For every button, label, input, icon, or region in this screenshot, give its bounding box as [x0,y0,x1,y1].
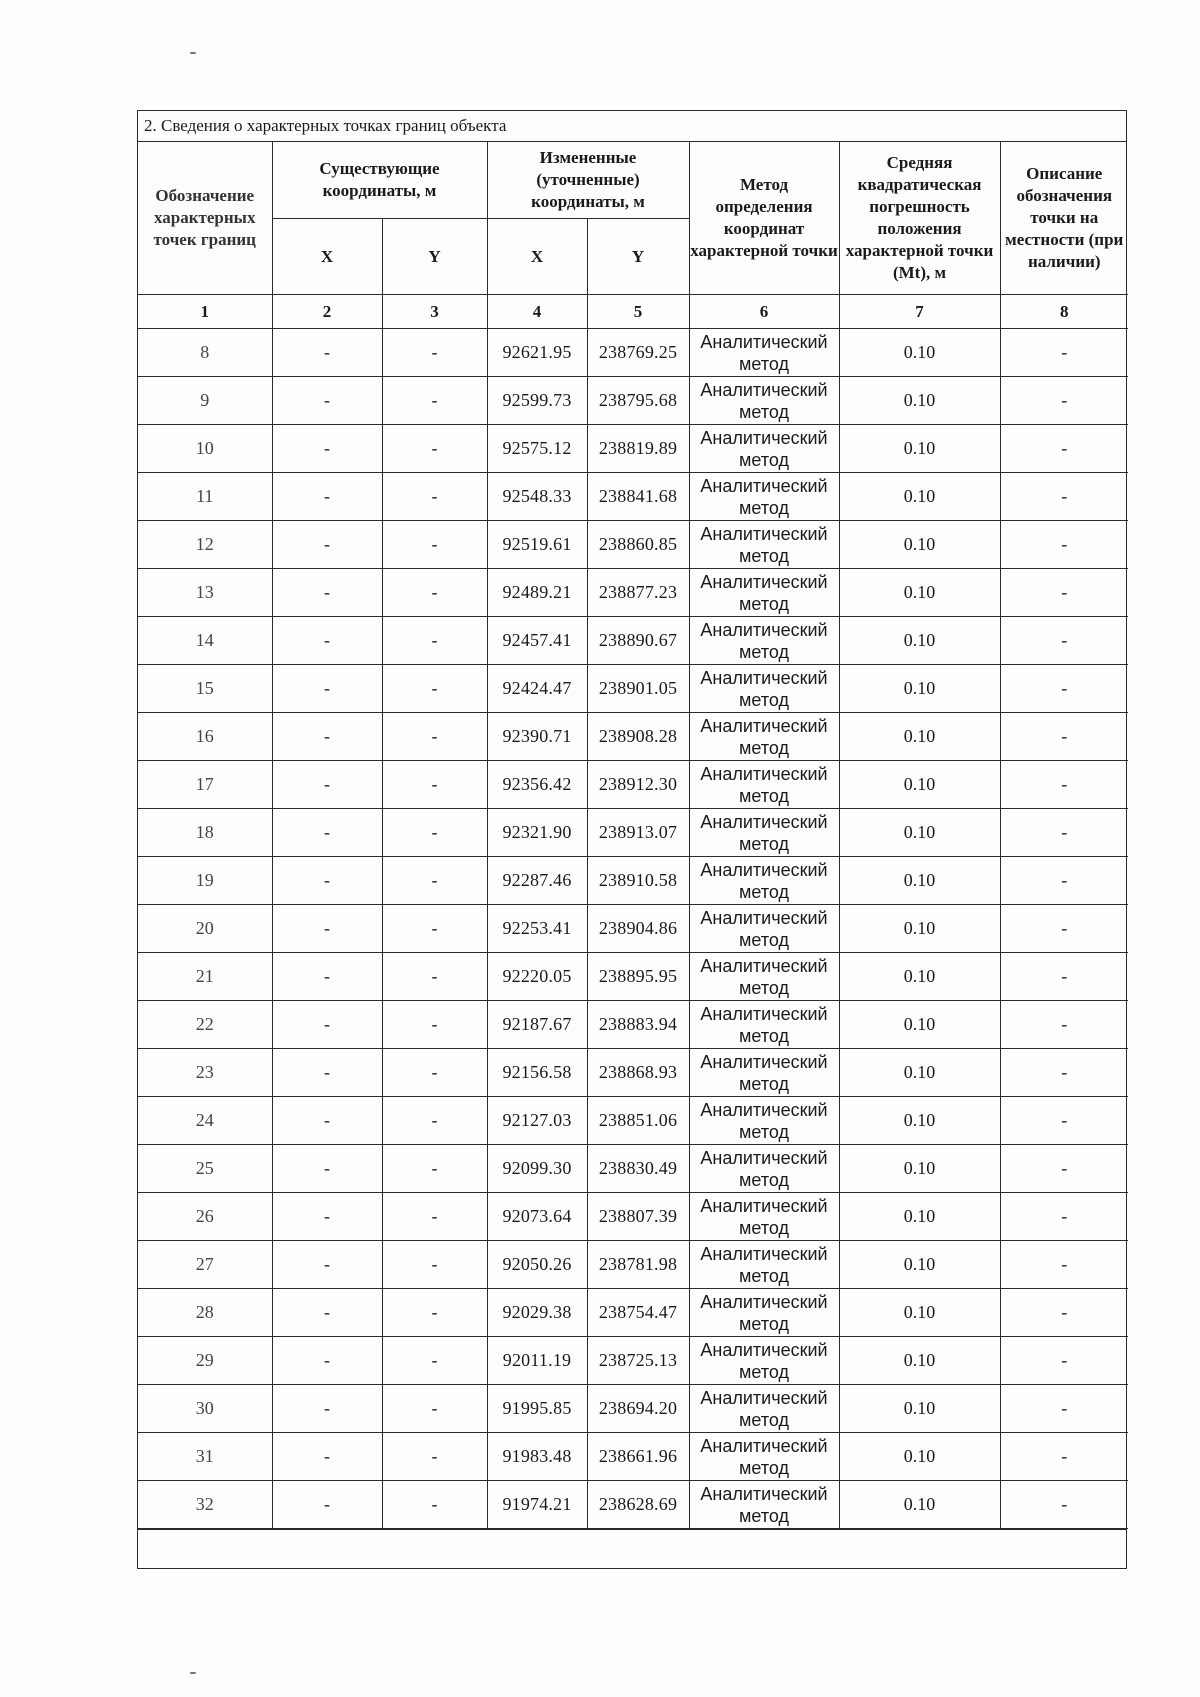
existing-y-cell: - [382,665,487,713]
existing-x-cell: - [272,617,382,665]
table-row [138,425,1128,473]
header-existing-x: X [272,219,382,295]
method-cell: Аналитический метод [689,329,839,377]
description-cell: - [1000,1193,1128,1241]
description-cell: - [1000,329,1128,377]
existing-y-cell: - [382,1049,487,1097]
mean-error-cell: 0.10 [839,473,1000,521]
description-cell: - [1000,953,1128,1001]
existing-y-cell: - [382,425,487,473]
changed-y-cell: 238904.86 [587,905,689,953]
changed-y-cell: 238890.67 [587,617,689,665]
mean-error-cell: 0.10 [839,1337,1000,1385]
existing-y-cell: - [382,1385,487,1433]
header-existing-coords: Существующие координаты, м [272,142,487,219]
existing-x-cell: - [272,857,382,905]
table-row [138,953,1128,1001]
description-cell: - [1000,1289,1128,1337]
section-title: 2. Сведения о характерных точках границ объекта [138,111,1126,142]
table-row [138,809,1128,857]
mean-error-cell: 0.10 [839,761,1000,809]
changed-y-cell: 238912.30 [587,761,689,809]
existing-y-cell: - [382,953,487,1001]
column-number: 5 [587,295,689,329]
table-row [138,1337,1128,1385]
method-cell: Аналитический метод [689,953,839,1001]
description-cell: - [1000,617,1128,665]
existing-x-cell: - [272,1433,382,1481]
existing-x-cell: - [272,473,382,521]
existing-x-cell: - [272,521,382,569]
description-cell: - [1000,473,1128,521]
method-cell: Аналитический метод [689,1481,839,1529]
changed-x-cell: 92220.05 [487,953,587,1001]
point-number-cell: 30 [138,1385,272,1433]
existing-x-cell: - [272,329,382,377]
changed-x-cell: 91995.85 [487,1385,587,1433]
description-cell: - [1000,905,1128,953]
description-cell: - [1000,1001,1128,1049]
changed-y-cell: 238694.20 [587,1385,689,1433]
table-row [138,473,1128,521]
existing-y-cell: - [382,857,487,905]
table-footer-strip [138,1529,1126,1568]
existing-y-cell: - [382,1289,487,1337]
changed-x-cell: 92621.95 [487,329,587,377]
existing-x-cell: - [272,425,382,473]
scan-speck-bottom [190,1672,196,1674]
column-number: 6 [689,295,839,329]
points-table-body [138,329,1128,1529]
mean-error-cell: 0.10 [839,1097,1000,1145]
table-row [138,1193,1128,1241]
existing-x-cell: - [272,1193,382,1241]
changed-x-cell: 92390.71 [487,713,587,761]
description-cell: - [1000,1385,1128,1433]
method-cell: Аналитический метод [689,1289,839,1337]
table-row [138,521,1128,569]
table-row [138,1481,1128,1529]
description-cell: - [1000,809,1128,857]
changed-x-cell: 92599.73 [487,377,587,425]
changed-x-cell: 92011.19 [487,1337,587,1385]
changed-x-cell: 91974.21 [487,1481,587,1529]
changed-y-cell: 238860.85 [587,521,689,569]
existing-y-cell: - [382,1145,487,1193]
table-row [138,857,1128,905]
table-row [138,569,1128,617]
table-row [138,617,1128,665]
point-number-cell: 29 [138,1337,272,1385]
existing-x-cell: - [272,1289,382,1337]
changed-y-cell: 238877.23 [587,569,689,617]
changed-x-cell: 92187.67 [487,1001,587,1049]
mean-error-cell: 0.10 [839,905,1000,953]
description-cell: - [1000,425,1128,473]
existing-x-cell: - [272,953,382,1001]
existing-x-cell: - [272,665,382,713]
existing-y-cell: - [382,329,487,377]
changed-x-cell: 91983.48 [487,1433,587,1481]
table-row [138,1049,1128,1097]
table-row [138,1385,1128,1433]
existing-y-cell: - [382,713,487,761]
description-cell: - [1000,761,1128,809]
point-number-cell: 24 [138,1097,272,1145]
existing-x-cell: - [272,809,382,857]
changed-x-cell: 92321.90 [487,809,587,857]
mean-error-cell: 0.10 [839,1049,1000,1097]
table-row [138,905,1128,953]
description-cell: - [1000,713,1128,761]
table-row [138,1241,1128,1289]
point-number-cell: 9 [138,377,272,425]
mean-error-cell: 0.10 [839,377,1000,425]
column-number: 1 [138,295,272,329]
point-number-cell: 18 [138,809,272,857]
table-row [138,761,1128,809]
existing-x-cell: - [272,1001,382,1049]
method-cell: Аналитический метод [689,809,839,857]
table-row [138,1145,1128,1193]
table-row [138,1097,1128,1145]
changed-y-cell: 238910.58 [587,857,689,905]
column-number: 3 [382,295,487,329]
changed-x-cell: 92424.47 [487,665,587,713]
changed-y-cell: 238661.96 [587,1433,689,1481]
changed-x-cell: 92127.03 [487,1097,587,1145]
method-cell: Аналитический метод [689,617,839,665]
header-row-top [138,142,1128,219]
scan-speck-top [190,52,196,54]
changed-y-cell: 238883.94 [587,1001,689,1049]
existing-y-cell: - [382,617,487,665]
header-description: Описание обозначения точки на местности (при наличии) [1000,142,1128,295]
description-cell: - [1000,1337,1128,1385]
mean-error-cell: 0.10 [839,329,1000,377]
point-number-cell: 15 [138,665,272,713]
existing-y-cell: - [382,377,487,425]
method-cell: Аналитический метод [689,1433,839,1481]
table-row [138,1001,1128,1049]
existing-y-cell: - [382,473,487,521]
existing-y-cell: - [382,1433,487,1481]
changed-y-cell: 238908.28 [587,713,689,761]
method-cell: Аналитический метод [689,1097,839,1145]
changed-y-cell: 238841.68 [587,473,689,521]
existing-y-cell: - [382,1337,487,1385]
changed-y-cell: 238901.05 [587,665,689,713]
coordinates-table-frame [137,110,1127,1569]
existing-x-cell: - [272,1145,382,1193]
column-number: 4 [487,295,587,329]
mean-error-cell: 0.10 [839,665,1000,713]
point-number-cell: 12 [138,521,272,569]
point-number-cell: 32 [138,1481,272,1529]
changed-y-cell: 238807.39 [587,1193,689,1241]
changed-x-cell: 92356.42 [487,761,587,809]
method-cell: Аналитический метод [689,1193,839,1241]
changed-y-cell: 238725.13 [587,1337,689,1385]
header-changed-coords: Измененные (уточненные) координаты, м [487,142,689,219]
changed-x-cell: 92575.12 [487,425,587,473]
existing-y-cell: - [382,809,487,857]
changed-x-cell: 92287.46 [487,857,587,905]
mean-error-cell: 0.10 [839,1433,1000,1481]
header-existing-y: Y [382,219,487,295]
header-method: Метод определения координат характерной точки [689,142,839,295]
changed-y-cell: 238868.93 [587,1049,689,1097]
existing-y-cell: - [382,521,487,569]
table-row [138,713,1128,761]
mean-error-cell: 0.10 [839,713,1000,761]
point-number-cell: 14 [138,617,272,665]
changed-y-cell: 238754.47 [587,1289,689,1337]
point-number-cell: 25 [138,1145,272,1193]
method-cell: Аналитический метод [689,1145,839,1193]
existing-x-cell: - [272,1097,382,1145]
changed-y-cell: 238769.25 [587,329,689,377]
existing-y-cell: - [382,905,487,953]
point-number-cell: 10 [138,425,272,473]
description-cell: - [1000,521,1128,569]
mean-error-cell: 0.10 [839,569,1000,617]
existing-x-cell: - [272,1385,382,1433]
changed-y-cell: 238628.69 [587,1481,689,1529]
header-mean-error: Средняя квадратическая погрешность положения характерной точки (Mt), м [839,142,1000,295]
point-number-cell: 11 [138,473,272,521]
description-cell: - [1000,1049,1128,1097]
mean-error-cell: 0.10 [839,1145,1000,1193]
header-changed-y: Y [587,219,689,295]
mean-error-cell: 0.10 [839,1241,1000,1289]
changed-y-cell: 238830.49 [587,1145,689,1193]
existing-y-cell: - [382,1193,487,1241]
description-cell: - [1000,1097,1128,1145]
mean-error-cell: 0.10 [839,809,1000,857]
method-cell: Аналитический метод [689,713,839,761]
changed-x-cell: 92156.58 [487,1049,587,1097]
changed-y-cell: 238851.06 [587,1097,689,1145]
point-number-cell: 21 [138,953,272,1001]
existing-x-cell: - [272,905,382,953]
changed-x-cell: 92457.41 [487,617,587,665]
point-number-cell: 16 [138,713,272,761]
method-cell: Аналитический метод [689,665,839,713]
mean-error-cell: 0.10 [839,1289,1000,1337]
method-cell: Аналитический метод [689,473,839,521]
mean-error-cell: 0.10 [839,857,1000,905]
method-cell: Аналитический метод [689,569,839,617]
column-number: 7 [839,295,1000,329]
point-number-cell: 20 [138,905,272,953]
point-number-cell: 28 [138,1289,272,1337]
changed-x-cell: 92548.33 [487,473,587,521]
table-row [138,665,1128,713]
method-cell: Аналитический метод [689,1385,839,1433]
existing-x-cell: - [272,1241,382,1289]
changed-y-cell: 238913.07 [587,809,689,857]
description-cell: - [1000,1433,1128,1481]
changed-x-cell: 92099.30 [487,1145,587,1193]
point-number-cell: 19 [138,857,272,905]
method-cell: Аналитический метод [689,425,839,473]
existing-x-cell: - [272,377,382,425]
table-row [138,377,1128,425]
changed-x-cell: 92029.38 [487,1289,587,1337]
existing-y-cell: - [382,1241,487,1289]
description-cell: - [1000,665,1128,713]
method-cell: Аналитический метод [689,1001,839,1049]
changed-x-cell: 92073.64 [487,1193,587,1241]
description-cell: - [1000,1145,1128,1193]
point-number-cell: 22 [138,1001,272,1049]
column-number-row [138,295,1128,329]
table-row [138,1433,1128,1481]
mean-error-cell: 0.10 [839,617,1000,665]
column-number: 8 [1000,295,1128,329]
existing-y-cell: - [382,761,487,809]
description-cell: - [1000,1241,1128,1289]
table-row [138,329,1128,377]
header-designation: Обозначение характерных точек границ [138,142,272,295]
changed-y-cell: 238819.89 [587,425,689,473]
existing-x-cell: - [272,1337,382,1385]
description-cell: - [1000,857,1128,905]
existing-x-cell: - [272,713,382,761]
method-cell: Аналитический метод [689,1241,839,1289]
point-number-cell: 17 [138,761,272,809]
existing-y-cell: - [382,1097,487,1145]
mean-error-cell: 0.10 [839,1001,1000,1049]
point-number-cell: 31 [138,1433,272,1481]
mean-error-cell: 0.10 [839,425,1000,473]
changed-y-cell: 238895.95 [587,953,689,1001]
boundary-points-table [138,142,1128,1529]
description-cell: - [1000,569,1128,617]
method-cell: Аналитический метод [689,761,839,809]
point-number-cell: 13 [138,569,272,617]
mean-error-cell: 0.10 [839,1481,1000,1529]
point-number-cell: 8 [138,329,272,377]
mean-error-cell: 0.10 [839,953,1000,1001]
method-cell: Аналитический метод [689,1049,839,1097]
existing-x-cell: - [272,569,382,617]
existing-x-cell: - [272,1481,382,1529]
description-cell: - [1000,1481,1128,1529]
changed-x-cell: 92489.21 [487,569,587,617]
mean-error-cell: 0.10 [839,1193,1000,1241]
method-cell: Аналитический метод [689,857,839,905]
existing-y-cell: - [382,1001,487,1049]
mean-error-cell: 0.10 [839,1385,1000,1433]
point-number-cell: 23 [138,1049,272,1097]
existing-x-cell: - [272,761,382,809]
description-cell: - [1000,377,1128,425]
changed-y-cell: 238781.98 [587,1241,689,1289]
method-cell: Аналитический метод [689,1337,839,1385]
point-number-cell: 27 [138,1241,272,1289]
changed-x-cell: 92050.26 [487,1241,587,1289]
method-cell: Аналитический метод [689,377,839,425]
column-number: 2 [272,295,382,329]
changed-y-cell: 238795.68 [587,377,689,425]
existing-x-cell: - [272,1049,382,1097]
existing-y-cell: - [382,1481,487,1529]
method-cell: Аналитический метод [689,905,839,953]
mean-error-cell: 0.10 [839,521,1000,569]
point-number-cell: 26 [138,1193,272,1241]
table-row [138,1289,1128,1337]
header-changed-x: X [487,219,587,295]
method-cell: Аналитический метод [689,521,839,569]
changed-x-cell: 92253.41 [487,905,587,953]
existing-y-cell: - [382,569,487,617]
changed-x-cell: 92519.61 [487,521,587,569]
